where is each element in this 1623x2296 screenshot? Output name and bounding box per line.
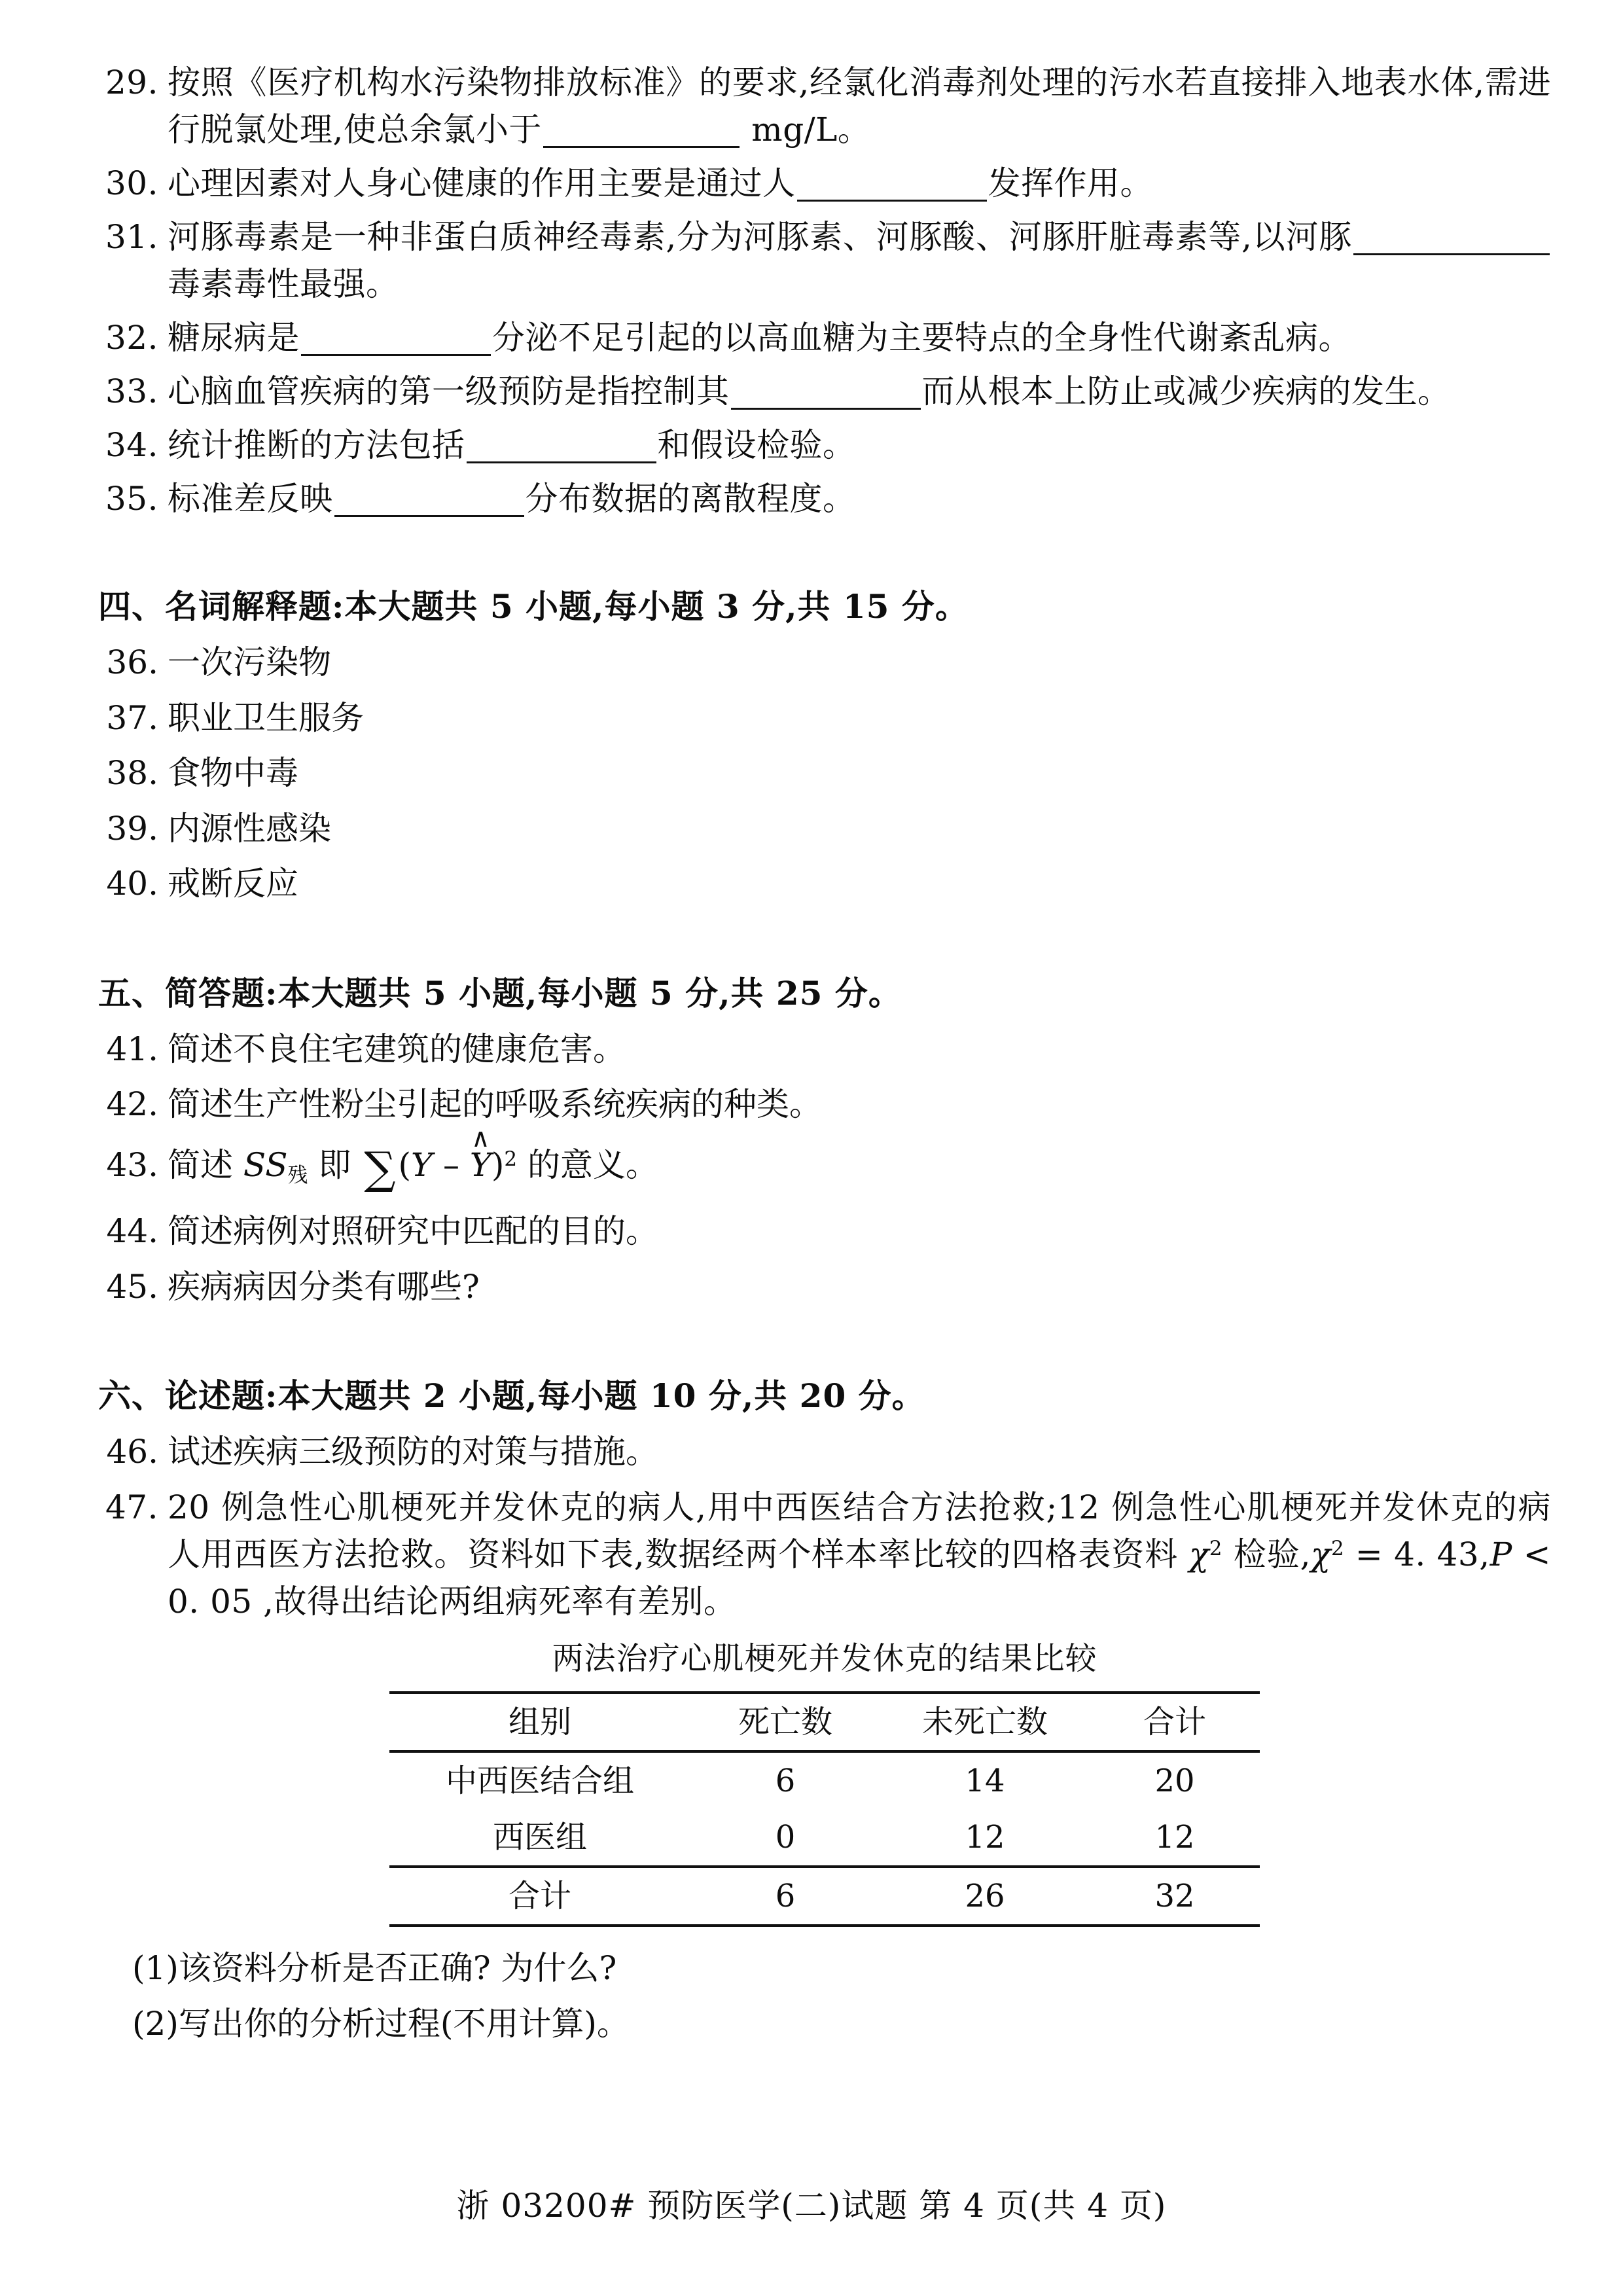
item-label: [168, 1123, 1551, 1200]
cell-survivors: 26: [880, 1867, 1090, 1926]
chi-symbol: χ: [1188, 1535, 1209, 1573]
cell-deaths: 6: [775, 1763, 796, 1800]
question-text: 心理因素对人身心健康的作用主要是通过人: [168, 164, 796, 202]
item-label: 简述病例对照研究中匹配的目的。: [168, 1212, 658, 1251]
formula-ss-symbol: SS: [243, 1145, 288, 1184]
question-text: 糖尿病是: [168, 319, 300, 357]
question-body: [168, 213, 1551, 308]
question-text: 按照《医疗机构水污染物排放标准》的要求,经氯化消毒剂处理的污水若直接排入地表水体,需进行脱氯处理,使总余氯小于: [168, 63, 1551, 149]
question-text-tail: 而从根本上防止或减少疾病的发生。: [921, 372, 1451, 410]
question-text: 标准差反映: [168, 480, 333, 518]
result-table-container: [98, 1637, 1551, 1927]
section-five: [98, 971, 1551, 1311]
column-header-survivors: 未死亡数: [921, 1704, 1048, 1741]
cell-total: 12: [1154, 1819, 1195, 1856]
question-text-tail: 发挥作用。: [988, 164, 1153, 202]
answer-blank[interactable]: [543, 112, 740, 149]
page-content: [98, 59, 1551, 2055]
answer-blank[interactable]: [797, 166, 987, 202]
formula-var-y2: Y: [469, 1145, 491, 1184]
comma: ,: [263, 1582, 274, 1621]
question-30: [98, 160, 1551, 207]
table-body: [389, 1751, 1260, 1926]
table-header-row: [389, 1693, 1260, 1751]
p-value: < 0. 05: [168, 1535, 1551, 1621]
formula-ss-subscript: 残: [287, 1163, 308, 1187]
short-answer-item-44: [98, 1208, 1551, 1255]
question-34: [98, 422, 1551, 469]
chi-symbol-2: χ: [1311, 1535, 1331, 1573]
column-header-deaths: 死亡数: [738, 1704, 832, 1741]
cell-group: 西医组: [492, 1819, 587, 1856]
gap: [98, 1927, 1551, 1944]
question-31: [98, 213, 1551, 308]
question-text: 河豚毒素是一种非蛋白质神经毒素,分为河豚素、河豚酸、河豚肝脏毒素等,以河豚: [168, 218, 1352, 256]
question-text-tail: 分泌不足引起的以高血糖为主要特点的全身性代谢紊乱病。: [492, 319, 1351, 357]
question-body: [168, 59, 1551, 153]
cell-survivors: 14: [965, 1763, 1005, 1800]
column-header-group: 组别: [508, 1704, 571, 1741]
formula-minus: –: [433, 1145, 470, 1184]
question-text: 统计推断的方法包括: [168, 426, 465, 464]
item-number: 41.: [106, 1030, 158, 1068]
cell-deaths: 0: [775, 1819, 796, 1856]
unit-label: mg/L: [740, 111, 838, 149]
section-gap: [98, 916, 1551, 971]
chi-value: = 4. 43: [1344, 1535, 1480, 1573]
formula-var-y: Y: [411, 1145, 433, 1184]
chi-exponent: 2: [1209, 1536, 1222, 1560]
answer-blank[interactable]: [301, 320, 491, 357]
chi-exponent-2: 2: [1330, 1536, 1345, 1560]
question-body: [168, 160, 1551, 207]
item-number: 38.: [106, 754, 158, 792]
item-number: 47.: [105, 1488, 158, 1526]
item-label: 一次污染物: [168, 643, 331, 681]
essay-item-46: [98, 1428, 1551, 1476]
table-header: [389, 1693, 1260, 1751]
cell-group: 合计: [389, 1867, 690, 1926]
term-item-37: [98, 694, 1551, 742]
answer-blank[interactable]: [731, 374, 921, 410]
section-five-heading: 五、简答题:本大题共 5 小题,每小题 5 分,共 25 分。: [98, 973, 902, 1013]
cell-group: 中西医结合组: [445, 1763, 634, 1800]
table-title: 两法治疗心肌梗死并发休克的结果比较: [552, 1640, 1097, 1677]
table-row: [389, 1809, 1260, 1867]
question-number: 34.: [105, 426, 158, 464]
question-text-tail: 和假设检验。: [657, 426, 856, 464]
question-29: [98, 59, 1551, 153]
subquestion-1: (1)该资料分析是否正确? 为什么?: [132, 1949, 617, 1988]
question-text-tail: 。: [837, 111, 871, 149]
item-number: 37.: [106, 698, 158, 737]
question-number: 35.: [105, 480, 158, 518]
comma: ,: [1300, 1535, 1311, 1573]
section-four-heading: 四、名词解释题:本大题共 5 小题,每小题 3 分,共 15 分。: [98, 587, 969, 626]
item-number: 42.: [106, 1085, 158, 1123]
item-number: 40.: [106, 865, 158, 903]
column-header-total: 合计: [1143, 1704, 1206, 1741]
table-total-row: [389, 1867, 1260, 1926]
short-answer-item-45: [98, 1263, 1551, 1311]
gap: [98, 1419, 1551, 1428]
essay-item-47: [98, 1484, 1551, 1625]
item-number: 44.: [106, 1212, 158, 1251]
question-number: 33.: [105, 372, 158, 410]
item-number: 36.: [106, 643, 158, 681]
item-label: 疾病病因分类有哪些?: [168, 1267, 480, 1306]
question-text-tail: 毒素毒性最强。: [168, 265, 399, 303]
section-gap: [98, 529, 1551, 584]
item-label: 试述疾病三级预防的对策与措施。: [168, 1433, 658, 1471]
short-answer-item-43: [98, 1123, 1551, 1200]
answer-blank[interactable]: [334, 481, 524, 518]
section-six-heading: 六、论述题:本大题共 2 小题,每小题 10 分,共 20 分。: [98, 1376, 925, 1416]
cell-survivors: 12: [965, 1819, 1005, 1856]
term-item-36: [98, 639, 1551, 687]
question-33: [98, 368, 1551, 415]
item-label: 食物中毒: [168, 754, 298, 792]
question-text-tail: 分布数据的离散程度。: [525, 480, 856, 518]
question-number: 31.: [105, 218, 158, 256]
question-number: 32.: [105, 319, 158, 357]
term-item-39: [98, 805, 1551, 853]
item-label: 简述生产性粉尘引起的呼吸系统疾病的种类。: [168, 1085, 822, 1123]
short-answer-item-41: [98, 1026, 1551, 1073]
page-footer: 浙 03200# 预防医学(二)试题 第 4 页(共 4 页): [456, 2187, 1167, 2225]
table-row: [389, 1751, 1260, 1809]
gap: [98, 630, 1551, 639]
question-35: [98, 475, 1551, 522]
question-32: [98, 314, 1551, 361]
item-number: 45.: [106, 1267, 158, 1306]
p-symbol: P: [1489, 1535, 1512, 1573]
question-text: 心脑血管疾病的第一级预防是指控制其: [168, 372, 730, 410]
item-body: [168, 1484, 1551, 1625]
section-gap: [98, 1318, 1551, 1373]
gap: [98, 1016, 1551, 1026]
cell-deaths: 6: [690, 1867, 880, 1926]
subquestion-2: (2)写出你的分析过程(不用计算)。: [132, 2005, 630, 2043]
item-number: 39.: [106, 809, 158, 848]
result-table: [389, 1691, 1260, 1927]
question-number: 29.: [105, 63, 158, 101]
item-number: 43.: [106, 1145, 158, 1184]
answer-blank[interactable]: [467, 427, 656, 464]
short-answer-item-42: [98, 1081, 1551, 1128]
section-six: [98, 1373, 1551, 2049]
item47-paragraph: 20 例急性心肌梗死并发休克的病人,用中西医结合方法抢救;12 例急性心肌梗死并发休克的病人用西医方法抢救。资料如下表,数据经两个样本率比较的四格表资料: [168, 1488, 1551, 1573]
conclusion-text: 故得出结论两组病死率有差别。: [274, 1582, 737, 1621]
cell-total: 32: [1090, 1867, 1260, 1926]
hat-accent-icon: ∧: [471, 1123, 490, 1153]
question-body: [168, 475, 1551, 522]
formula-prefix: 简述: [168, 1145, 243, 1184]
formula-connector: 即: [308, 1145, 362, 1184]
formula-paren-close: ): [491, 1145, 505, 1184]
formula-var-yhat: [469, 1123, 491, 1189]
term-item-40: [98, 860, 1551, 908]
question-number: 30.: [105, 164, 158, 202]
cell-total: 20: [1154, 1763, 1195, 1800]
question-body: [168, 422, 1551, 469]
term-item-38: [98, 749, 1551, 797]
formula-suffix: 的意义。: [517, 1145, 659, 1184]
answer-blank[interactable]: [1353, 219, 1550, 256]
formula-paren-open: (: [398, 1145, 412, 1184]
test-label: 检验: [1222, 1535, 1300, 1573]
question-body: [168, 368, 1551, 415]
item-label: 职业卫生服务: [168, 698, 364, 737]
fill-in-question-list: [98, 59, 1551, 522]
formula-exponent: 2: [504, 1147, 518, 1171]
item-number: 46.: [106, 1433, 158, 1471]
item-label: 内源性感染: [168, 809, 331, 848]
item-label: 简述不良住宅建筑的健康危害。: [168, 1030, 626, 1068]
question-body: [168, 314, 1551, 361]
item-label: 戒断反应: [168, 865, 298, 903]
section-four: [98, 584, 1551, 908]
comma: ,: [1479, 1535, 1490, 1573]
summation-icon: ∑: [364, 1141, 396, 1194]
